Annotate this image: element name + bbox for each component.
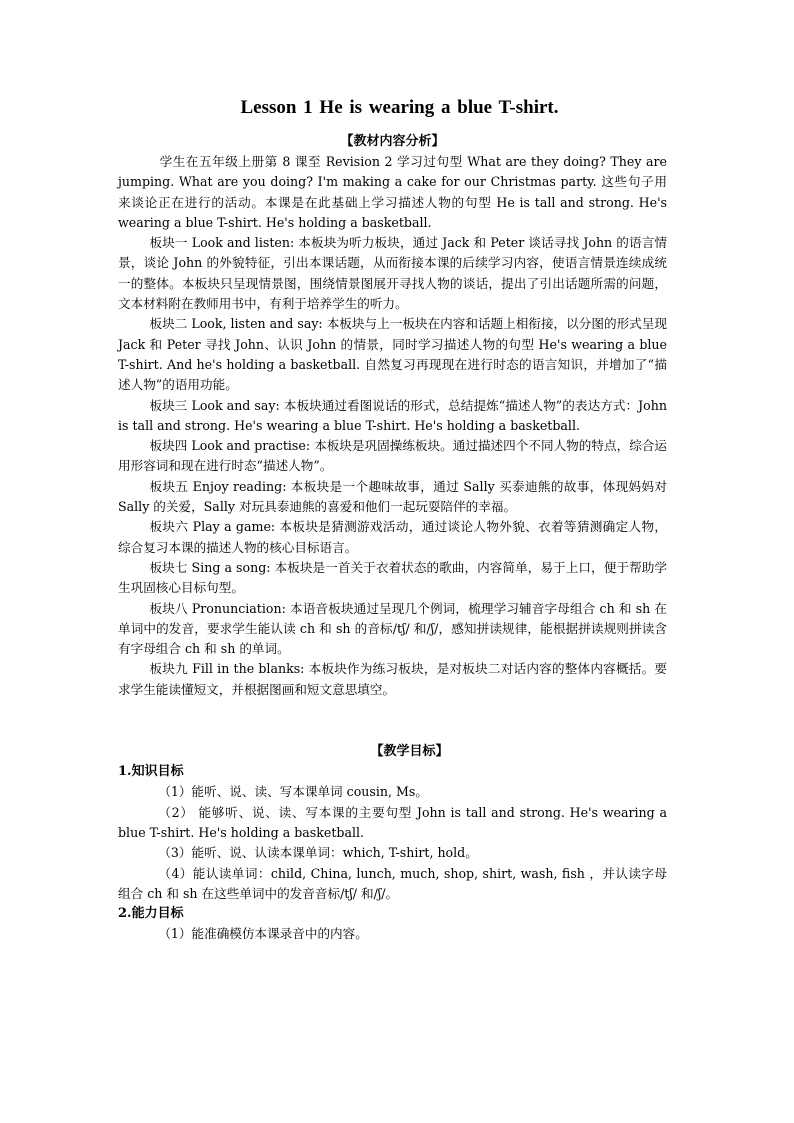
block-3-paragraph: 板块三 Look and say: 本板块通过看图说话的形式，总结提炼“描述人物”的表达方式：John is tall and strong. He's wearing a blue T-shirt. He's holding a basketball. xyxy=(118,397,667,433)
knowledge-objective-2: （2） 能够听、说、读、写本课的主要句型 John is tall and strong. He's wearing a blue T-shirt. He's holding a basketball. xyxy=(118,804,667,840)
content-analysis-section xyxy=(118,132,667,700)
block-7-paragraph: 板块七 Sing a song: 本板块是一首关于衣着状态的歌曲，内容简单，易于上口，便于帮助学生巩固核心目标句型。 xyxy=(118,559,667,596)
knowledge-objective-1: （1）能听、说、读、写本课单词 cousin, Ms。 xyxy=(158,784,428,800)
content-analysis-heading: 【教材内容分析】 xyxy=(340,134,445,149)
block-6-paragraph: 板块六 Play a game: 本板块是猜测游戏活动，通过谈论人物外貌、衣着等猜测确定人物，综合复习本课的描述人物的核心目标语言。 xyxy=(118,519,667,555)
block-8-paragraph: 板块八 Pronunciation: 本语音板块通过呈现几个例词，梳理学习辅音字母组合 ch 和 sh 在单词中的发音，要求学生能认读 ch 和 sh 的音标/tʃ/ 和/ʃ/，感知拼读规律，能根据拼读规则拼读含有字母组合 ch 和 sh 的单词。 xyxy=(118,600,667,657)
block-1-paragraph: 板块一 Look and listen: 本板块为听力板块，通过 Jack 和 Peter 谈话寻找 John 的语言情景，谈论 John 的外貌特征，引出本课话题，从而衔接本课的后续学习内容，使语言情景连续成统一的整体。本板块只呈现情景图，围绕情景图展开寻找人物的谈话，提出了引出话题所需的问题，文本材料附在教师用书中，有利于培养学生的听力。 xyxy=(118,235,667,312)
block-2-paragraph: 板块二 Look, listen and say: 本板块与上一板块在内容和话题上相衔接，以分图的形式呈现 Jack 和 Peter 寻找 John、认识 John 的情景，同时学习描述人物的句型 He's wearing a blue T-shirt. And he's holding a basketball. 自然复习再现现在进行时态的语言知识，并增加了“描述人物”的语用功能。 xyxy=(118,316,667,393)
teaching-objectives-heading: 【教学目标】 xyxy=(370,744,449,760)
teaching-objectives-section xyxy=(118,742,667,945)
knowledge-objective-3: （3）能听、说、认读本课单词：which, T-shirt, hold。 xyxy=(158,845,478,861)
block-4-paragraph: 板块四 Look and practise: 本板块是巩固操练板块。通过描述四个不同人物的特点，综合运用形容词和现在进行时态“描述人物”。 xyxy=(118,438,667,474)
block-5-paragraph: 板块五 Enjoy reading: 本板块是一个趣味故事，通过 Sally 买泰迪熊的故事，体现妈妈对 Sally 的关爱，Sally 对玩具泰迪熊的喜爱和他们一起玩耍陪伴的幸福。 xyxy=(118,478,667,515)
ability-objective-1: （1）能准确模仿本课录音中的内容。 xyxy=(158,926,368,942)
block-9-paragraph: 板块九 Fill in the blanks: 本板块作为练习板块，是对板块二对话内容的整体内容概括。要求学生能读懂短文，并根据图画和短文意思填空。 xyxy=(118,661,667,697)
ability-objectives-heading: 2.能力目标 xyxy=(118,906,184,922)
lesson-title: Lesson 1 He is wearing a blue T-shirt. xyxy=(240,97,559,118)
knowledge-objective-4: （4）能认读单词：child, China, lunch, much, shop, shirt, wash, fish ，并认读字母组合 ch 和 sh 在这些单词中的发音音标/tʃ/ 和/ʃ/。 xyxy=(118,865,667,901)
content-analysis-intro: 学生在五年级上册第 8 课至 Revision 2 学习过句型 What are they doing? They are jumping. What are you doing? I'm making a cake for our Christmas party. 这些句子用来谈论正在进行的活动。本课是在此基础上学习描述人物的句型 He is tall and strong. He's wearing a blue T-shirt. He's holding a basketball. xyxy=(118,154,667,230)
knowledge-objectives-heading: 1.知识目标 xyxy=(118,764,184,780)
